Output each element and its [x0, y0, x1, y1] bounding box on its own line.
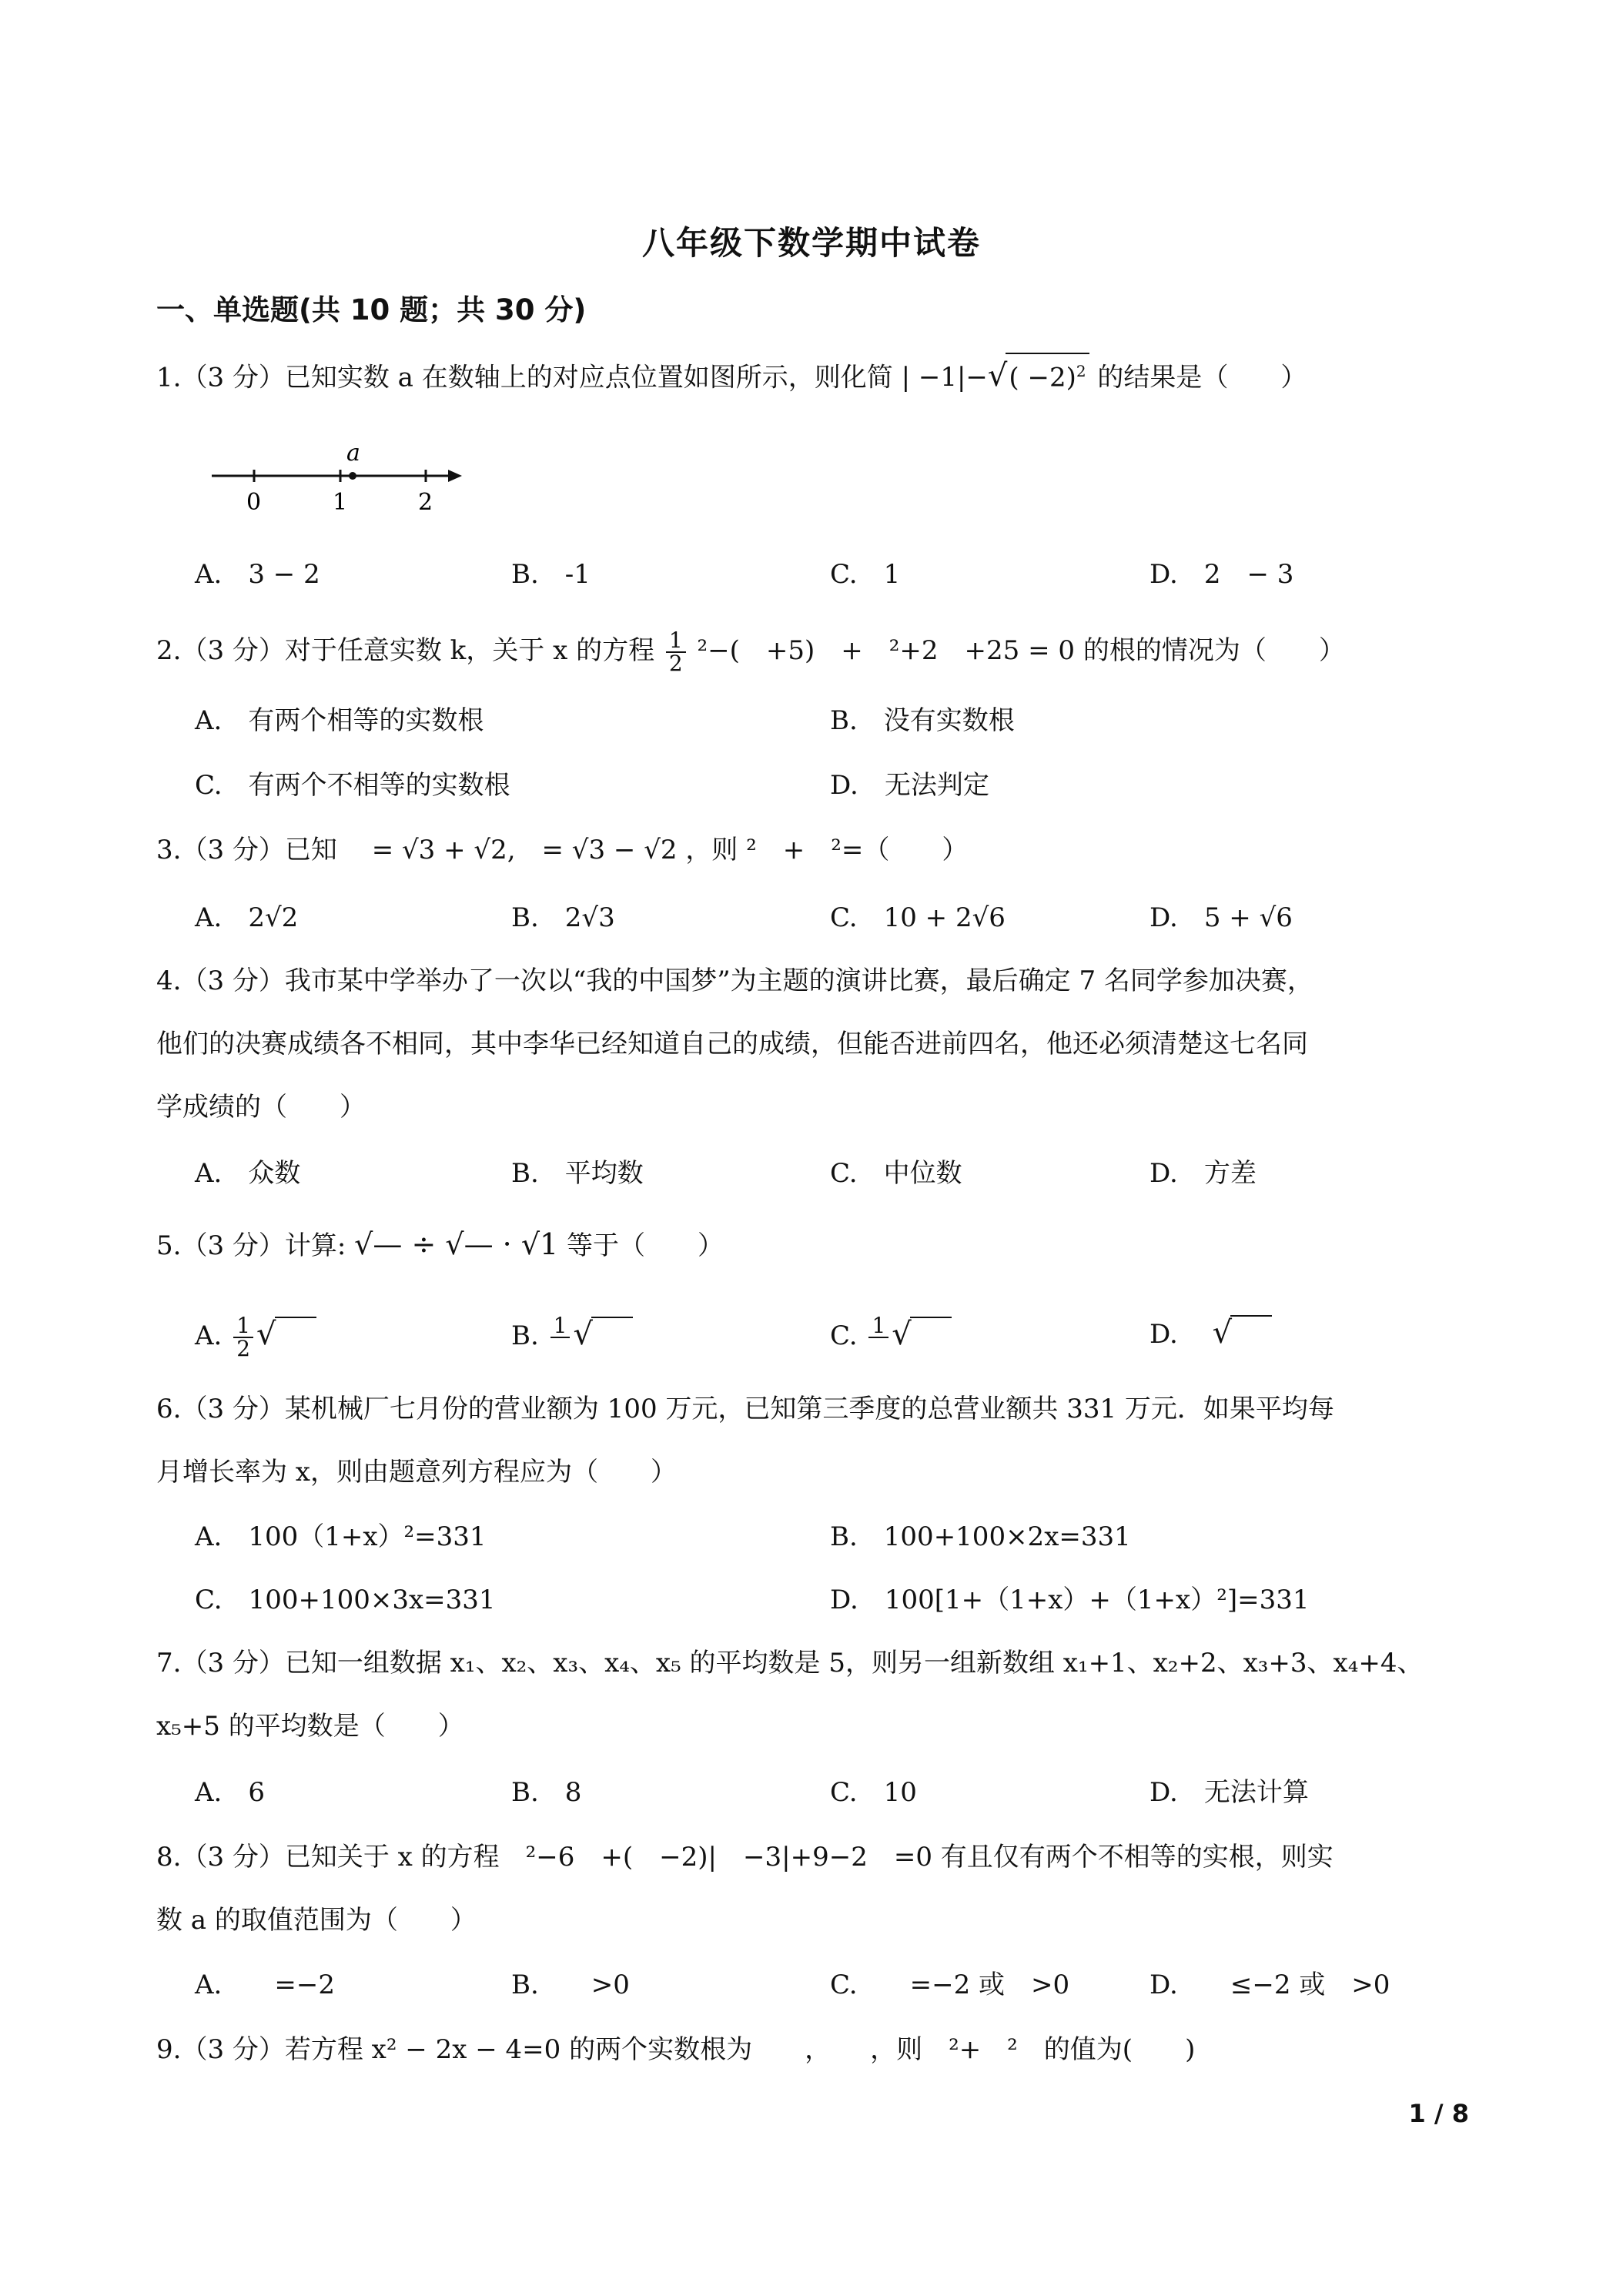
question-1-text: 1.（3 分）已知实数 a 在数轴上的对应点位置如图所示，则化简: [156, 362, 893, 393]
question-1-expression: [901, 358, 1098, 394]
question-1-abs: | −1|−: [901, 362, 988, 393]
tick-label-0: 0: [246, 489, 262, 516]
q7-option-c[interactable]: C. 10: [830, 1777, 917, 1808]
question-5: [156, 1227, 724, 1263]
q1-option-b[interactable]: B. -1: [511, 559, 591, 590]
q3-option-a[interactable]: A. 2√2: [195, 902, 299, 933]
question-5-text: 5.（3 分）计算:: [156, 1230, 346, 1261]
q6-option-c[interactable]: C. 100+100×3x=331: [195, 1585, 496, 1615]
q6-option-a[interactable]: A. 100（1+x）²=331: [195, 1521, 487, 1552]
q3-option-b[interactable]: B. 2√3: [511, 902, 615, 933]
fraction-denominator: 2: [236, 1336, 251, 1361]
q3-option-d[interactable]: D. 5 + √6: [1149, 902, 1293, 933]
empty-radicand: [275, 1317, 316, 1344]
fraction-denominator: [868, 1338, 888, 1360]
empty-radicand: [1230, 1315, 1272, 1343]
question-3-then: ，则: [685, 835, 738, 865]
number-line-figure: [208, 439, 470, 516]
question-3-text: 3.（3 分）已知: [156, 835, 337, 865]
question-8-line-1: 8.（3 分）已知关于 x 的方程 ²−6 +( −2)| −3|+9−2 =0 有且仅有两个不相等的实根，则实: [156, 1842, 1334, 1873]
q2-option-c[interactable]: C. 有两个不相等的实数根: [195, 770, 510, 801]
q5-option-c[interactable]: [830, 1315, 952, 1360]
question-3-expression: ² + ²=（ ）: [746, 835, 969, 865]
fraction-numerator: 1: [550, 1315, 571, 1338]
question-6-line-2: 月增长率为 x，则由题意列方程应为（ ）: [156, 1457, 677, 1488]
question-7-line-2: x₅+5 的平均数是（ ）: [156, 1711, 464, 1742]
q6-option-b[interactable]: B. 100+100×2x=331: [830, 1521, 1131, 1552]
q2-option-a[interactable]: A. 有两个相等的实数根: [195, 705, 484, 736]
option-label: D.: [1149, 1319, 1178, 1350]
q8-option-d[interactable]: D. ≤−2 或 >0: [1149, 1970, 1390, 2000]
sqrt-symbol: √: [1212, 1315, 1233, 1350]
question-2: [156, 630, 1345, 674]
question-1-suffix: 的结果是（ ）: [1097, 362, 1307, 393]
fraction-numerator: 1: [868, 1315, 888, 1338]
sqrt-symbol: √: [892, 1317, 912, 1352]
q1-option-c[interactable]: C. 1: [830, 559, 901, 590]
q4-option-c[interactable]: C. 中位数: [830, 1158, 962, 1189]
q6-option-d[interactable]: D. 100[1+（1+x）+（1+x）²]=331: [830, 1585, 1310, 1615]
q1-option-a[interactable]: A. 3 − 2: [195, 559, 320, 590]
fraction-numerator: 1: [233, 1315, 253, 1338]
question-5-expression: √— ÷ √— · √1: [354, 1227, 559, 1261]
question-3-given: = √3 + √2, = √3 − √2: [345, 835, 678, 865]
empty-radicand: [910, 1317, 952, 1344]
q2-option-d[interactable]: D. 无法判定: [830, 770, 989, 801]
q5-option-a[interactable]: [195, 1315, 316, 1360]
question-2-equation: ²−( +5) + ²+2 +25 = 0: [697, 635, 1076, 666]
q8-option-a[interactable]: A. =−2: [195, 1970, 335, 2000]
question-2-fraction: [666, 630, 686, 674]
number-line-arrow-icon: [448, 470, 462, 482]
q7-option-a[interactable]: A. 6: [195, 1777, 265, 1808]
q3-option-c[interactable]: C. 10 + 2√6: [830, 902, 1006, 933]
q4-option-b[interactable]: B. 平均数: [511, 1158, 644, 1189]
q1-option-d[interactable]: D. 2 − 3: [1149, 559, 1294, 590]
q8-option-c[interactable]: C. =−2 或 >0: [830, 1970, 1070, 2000]
radicand-exponent: 2: [1076, 362, 1086, 380]
page-number: 1 / 8: [1408, 2099, 1469, 2128]
sqrt-symbol: √: [573, 1317, 593, 1352]
option-c-fraction: [868, 1315, 888, 1360]
sqrt-symbol: √: [256, 1317, 276, 1352]
option-label: A.: [195, 1320, 223, 1351]
radicand-text: ( −2): [1009, 362, 1076, 393]
tick-label-2: 2: [418, 489, 433, 516]
option-label: C.: [830, 1320, 858, 1351]
question-1: [156, 353, 1307, 394]
tick-label-1: 1: [333, 489, 348, 516]
question-5-suffix: 等于（ ）: [567, 1230, 724, 1261]
question-1-radicand: [1006, 353, 1089, 394]
q7-option-d[interactable]: D. 无法计算: [1149, 1777, 1309, 1808]
question-2-suffix: 的根的情况为（ ）: [1083, 635, 1345, 666]
fraction-denominator: [550, 1338, 571, 1360]
fraction-numerator: 1: [666, 630, 686, 653]
question-2-text: 2.（3 分）对于任意实数 k，关于 x 的方程: [156, 635, 655, 666]
point-a-label: a: [346, 440, 360, 467]
question-4-line-3: 学成绩的（ ）: [156, 1092, 366, 1123]
sqrt-symbol: √: [987, 358, 1008, 394]
point-a: [349, 472, 356, 480]
q8-option-b[interactable]: B. >0: [511, 1970, 630, 2000]
question-3: [156, 833, 968, 867]
section-heading: 一、单选题(共 10 题；共 30 分): [156, 293, 587, 326]
q7-option-b[interactable]: B. 8: [511, 1777, 582, 1808]
question-7-line-1: 7.（3 分）已知一组数据 x₁、x₂、x₃、x₄、x₅ 的平均数是 5，则另一组新数组 x₁+1、x₂+2、x₃+3、x₄+4、: [156, 1648, 1424, 1678]
q5-option-d[interactable]: [1149, 1315, 1272, 1351]
question-4-line-2: 他们的决赛成绩各不相同，其中李华已经知道自己的成绩，但能否进前四名，他还必须清楚这七名同: [156, 1029, 1308, 1059]
q4-option-a[interactable]: A. 众数: [195, 1158, 301, 1189]
option-a-fraction: [233, 1315, 253, 1360]
option-label: B.: [511, 1320, 539, 1351]
fraction-denominator: 2: [668, 651, 683, 676]
question-9-line-1: 9.（3 分）若方程 x² − 2x − 4=0 的两个实数根为 ， ，则 ²+ ² 的值为( ): [156, 2034, 1196, 2065]
question-6-line-1: 6.（3 分）某机械厂七月份的营业额为 100 万元，已知第三季度的总营业额共 331 万元．如果平均每: [156, 1394, 1334, 1424]
question-8-line-2: 数 a 的取值范围为（ ）: [156, 1905, 477, 1936]
empty-radicand: [591, 1317, 633, 1344]
q4-option-d[interactable]: D. 方差: [1149, 1158, 1257, 1189]
q5-option-b[interactable]: [511, 1315, 633, 1360]
question-4-line-1: 4.（3 分）我市某中学举办了一次以“我的中国梦”为主题的演讲比赛，最后确定 7 名同学参加决赛，: [156, 966, 1313, 996]
page-title: 八年级下数学期中试卷: [641, 224, 981, 262]
q2-option-b[interactable]: B. 没有实数根: [830, 705, 1015, 736]
option-b-fraction: [550, 1315, 571, 1360]
